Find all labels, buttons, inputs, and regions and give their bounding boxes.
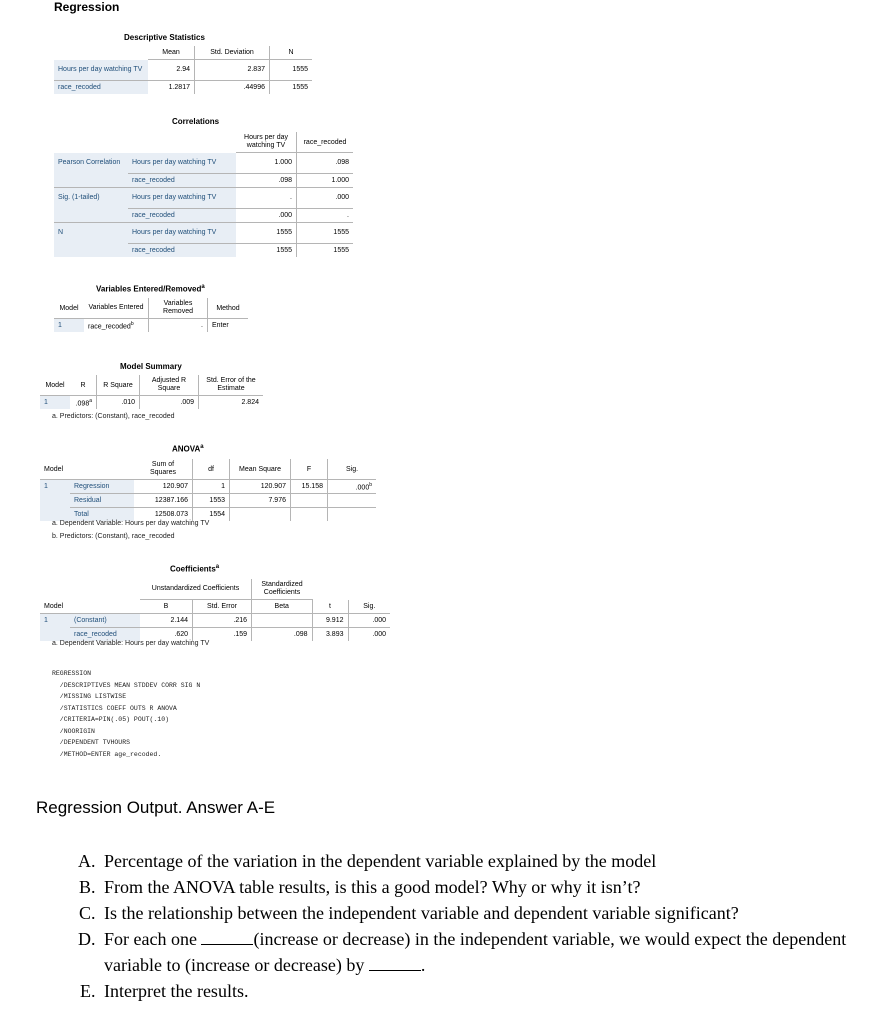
syntax-line: /MISSING LISTWISE <box>52 693 127 700</box>
var-race: race_recoded <box>128 208 236 222</box>
syntax-line: /NOORIGIN <box>52 727 95 735</box>
col-f: F <box>291 459 328 480</box>
cell: 2.144 <box>170 617 188 624</box>
cell: .44996 <box>195 80 270 94</box>
cell: 1555 <box>270 60 313 81</box>
cell: .216 <box>193 614 252 628</box>
cell: race_recoded$^b$ <box>88 320 134 331</box>
col-std: Standardized Coefficients <box>252 579 313 600</box>
cell: .159 <box>193 628 252 642</box>
coef-table <box>40 579 390 641</box>
cell: .010 <box>97 396 140 410</box>
syntax-line: /STATISTICS COEFF OUTS R ANOVA <box>52 704 177 712</box>
col-ms: Mean Square <box>230 459 291 480</box>
col-b: B <box>140 600 193 614</box>
cell: Enter <box>208 319 249 333</box>
row-label: Total <box>70 508 134 522</box>
pearson-label: Pearson Correlation <box>54 153 128 174</box>
var-tv: Hours per day watching TV <box>128 187 236 208</box>
syntax-line: /CRITERIA=PIN(.05) POUT(.10) <box>52 716 170 723</box>
entered-title: Variables Entered/Removed$^a$ <box>96 284 205 294</box>
cell: .620 <box>140 628 193 642</box>
col-model: Model <box>40 600 70 614</box>
col-sig: Sig. <box>328 459 377 480</box>
syntax-line: REGRESSION <box>52 670 92 677</box>
cell: 3.893 <box>312 628 348 642</box>
question-b: B. From the ANOVA table results, is this a good model? Why or why it isn’t? <box>100 874 872 900</box>
cell: 7.976 <box>230 494 291 508</box>
cell: 1.000 <box>274 159 292 167</box>
cell: 2.94 <box>176 66 190 74</box>
correlations-table <box>54 132 353 257</box>
cell: .098 <box>236 173 297 187</box>
coef-title: Coefficients$^a$ <box>170 564 220 574</box>
model-num: 1 <box>40 614 70 628</box>
col-method: Method <box>208 298 249 319</box>
n-label: N <box>54 222 128 243</box>
cell: . <box>149 319 208 333</box>
cell: .098 <box>252 628 313 642</box>
var-tv: Hours per day watching TV <box>128 153 236 174</box>
col-t: t <box>312 600 348 614</box>
cell: .098$^a$ <box>75 397 92 408</box>
summary-footnote: a. Predictors: (Constant), race_recoded <box>52 413 175 420</box>
cell: 1555 <box>236 222 297 243</box>
anova-title: ANOVA$^a$ <box>172 444 204 454</box>
cell: 120.907 <box>162 483 188 490</box>
cell: 1.2817 <box>148 80 195 94</box>
col-model: Model <box>54 298 84 319</box>
cell: . <box>297 208 354 222</box>
col-r: R <box>70 375 97 396</box>
row-label: Regression <box>70 480 134 494</box>
cell: .000$^b$ <box>328 480 377 494</box>
cell: 1555 <box>297 222 354 243</box>
col-beta: Beta <box>252 600 313 614</box>
col-tv: Hours per day watching TV <box>236 132 297 153</box>
cell: .098 <box>297 153 354 174</box>
question-c: C. Is the relationship between the independent variable and dependent variable significant? <box>100 900 872 926</box>
question-d: D. For each one (increase or decrease) in the independent variable, we would expect the dependent variable to (increase or decrease) by . <box>100 926 872 978</box>
cell: .000 <box>236 208 297 222</box>
cell: .000 <box>297 187 354 208</box>
col-race: race_recoded <box>297 132 354 153</box>
sig-label: Sig. (1-tailed) <box>54 187 128 208</box>
cell: .009 <box>140 396 199 410</box>
col-se: Std. Error <box>193 600 252 614</box>
row-label: Hours per day watching TV <box>54 60 148 81</box>
cell: 1 <box>193 480 230 494</box>
cell: 1554 <box>193 508 230 522</box>
cell: 1.000 <box>297 173 354 187</box>
cell: .000 <box>348 628 390 642</box>
answer-blank[interactable] <box>369 956 421 971</box>
col-entered: Variables Entered <box>84 298 149 319</box>
correlations-title: Correlations <box>172 117 220 126</box>
col-model: Model <box>40 459 70 480</box>
anova-footnote-a: a. Dependent Variable: Hours per day watching TV <box>52 520 210 527</box>
row-label: Residual <box>70 494 134 508</box>
col-df: df <box>193 459 230 480</box>
questions-heading: Regression Output. Answer A-E <box>36 798 276 817</box>
col-model: Model <box>40 375 70 396</box>
syntax-line: /METHOD=ENTER age_recoded. <box>52 750 162 758</box>
entered-table <box>54 298 248 332</box>
summary-table <box>40 375 263 409</box>
cell: 1553 <box>193 494 230 508</box>
question-e: E. Interpret the results. <box>100 978 872 1004</box>
coef-footnote: a. Dependent Variable: Hours per day watching TV <box>52 640 210 647</box>
summary-title: Model Summary <box>120 362 182 371</box>
cell <box>252 614 313 628</box>
cell: 2.837 <box>195 60 270 81</box>
col-mean: Mean <box>148 46 195 60</box>
cell: 1555 <box>236 243 297 257</box>
cell: 12387.166 <box>134 494 193 508</box>
col-unstd: Unstandardized Coefficients <box>140 579 252 600</box>
col-adj: Adjusted R Square <box>140 375 199 396</box>
syntax-line: /DEPENDENT TVHOURS <box>52 739 131 746</box>
anova-footnote-b: b. Predictors: (Constant), race_recoded <box>52 533 175 540</box>
anova-table <box>40 459 376 521</box>
page-title: Regression <box>54 0 120 14</box>
col-se: Std. Error of the Estimate <box>199 375 264 396</box>
questions-list <box>52 848 872 1004</box>
question-a: A. Percentage of the variation in the dependent variable explained by the model <box>100 848 872 874</box>
syntax-block <box>52 668 200 760</box>
cell: 9.912 <box>312 614 348 628</box>
model-num: 1 <box>40 396 70 410</box>
descriptive-title: Descriptive Statistics <box>124 33 205 42</box>
cell: 1555 <box>297 243 354 257</box>
cell: 12508.073 <box>134 508 193 522</box>
cell: 120.907 <box>230 480 291 494</box>
cell: 1555 <box>270 80 313 94</box>
col-ss: Sum of Squares <box>134 459 193 480</box>
model-num: 1 <box>54 319 84 333</box>
cell: .000 <box>348 614 390 628</box>
cell: 15.158 <box>291 480 328 494</box>
answer-blank[interactable] <box>201 930 253 945</box>
descriptive-table <box>54 46 312 94</box>
syntax-line: /DESCRIPTIVES MEAN STDDEV CORR SIG N <box>52 681 201 689</box>
var-tv: Hours per day watching TV <box>128 222 236 243</box>
col-n: N <box>270 46 313 60</box>
col-sd: Std. Deviation <box>195 46 270 60</box>
row-label: (Constant) <box>70 614 140 628</box>
cell: . <box>236 187 297 208</box>
cell: 2.824 <box>199 396 264 410</box>
var-race: race_recoded <box>128 243 236 257</box>
col-r2: R Square <box>97 375 140 396</box>
row-label: race_recoded <box>54 80 148 94</box>
var-race: race_recoded <box>128 173 236 187</box>
row-label: race_recoded <box>70 628 140 642</box>
model-num: 1 <box>40 480 70 494</box>
col-sig: Sig. <box>348 600 390 614</box>
col-removed: Variables Removed <box>149 298 208 319</box>
